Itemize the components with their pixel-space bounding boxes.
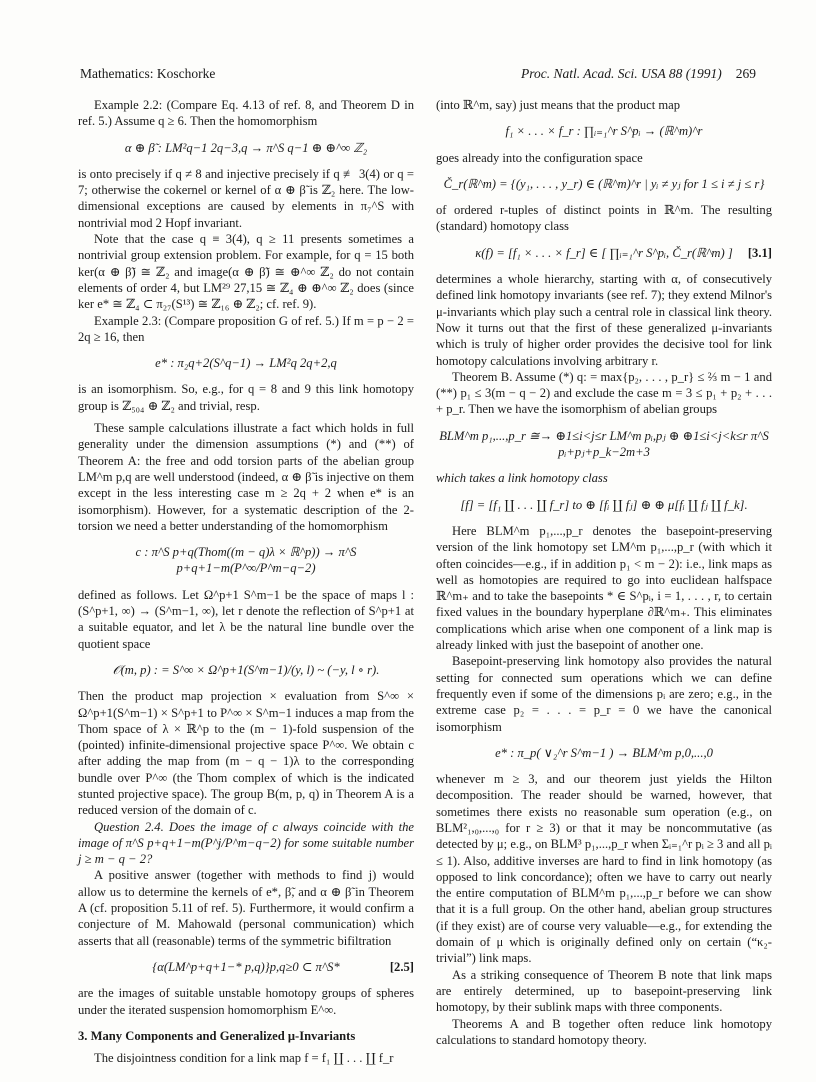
equation: e* : π_p( ∨₂^r S^m−1 ) → BLM^m p,0,...,0: [495, 745, 713, 760]
left-column: [78, 97, 414, 1066]
equation: α ⊕ β̃ : LM²q−1 2q−3,q → π^S q−1 ⊕ ⊕^∞ ℤ₂: [124, 140, 368, 155]
paragraph: A positive answer (together with methods to find j) would allow us to determine the kernels of e*, β̃, and α ⊕ β̃ in Theorem A (cf. proposition 5.11 of ref. 5). Furthermore, it would confirm a conjecture of M. Mahowald (personal communication) which asserts that all (reasonable) terms of the symmetric bifiltration: [78, 868, 414, 948]
paragraph: Example 2.3: (Compare proposition G of ref. 5.) If m = p − 2 = 2q ≥ 16, then: [78, 313, 414, 344]
paragraph: Basepoint-preserving link homotopy also provides the natural setting for connected sum operations which we can define frequently even if some of the dimensions pᵢ are zero; e.g., in the extreme case p₂ = . . . = p_r = 0 we have the canonical isomorphism: [436, 654, 772, 734]
theorem-b: Theorem B. Assume (*) q: = max{p₂, . . . , p_r} ≤ ⅔ m − 1 and (**) p₁ ≤ 3(m − q − 2) and exclude the case m = 3 ≤ p₁ + p₂ + . . . + p_r. Then we have the isomorphism of abelian groups: [436, 369, 772, 417]
equation: Č_r(ℝ^m) = {(y₁, . . . , y_r) ∈ (ℝ^m)^r | yᵢ ≠ yⱼ for 1 ≤ i ≠ j ≤ r}: [443, 176, 765, 191]
paragraph: is an isomorphism. So, e.g., for q = 8 and 9 this link homotopy group is ℤ₅₀₄ ⊕ ℤ₂ and trivial, resp.: [78, 382, 414, 413]
section-heading: 3. Many Components and Generalized μ-Invariants: [78, 1028, 356, 1043]
paragraph: are the images of suitable unstable homotopy groups of spheres under the iterated suspension homomorphism E^∞.: [78, 986, 414, 1017]
paragraph: goes already into the configuration space: [436, 150, 643, 165]
paragraph: Note that the case q ≡ 3(4), q ≥ 11 presents sometimes a nontrivial group extension problem. For example, for q = 15 both ker(α ⊕ β̃) ≅ ℤ₂ and image(α ⊕ β̃) ≅ ⊕^∞ ℤ₂ do not contain elements of order 4, but LM²⁹ 27,15 ≅ ℤ₄ ⊕ ⊕^∞ ℤ₂ does (since ker e* ≅ ℤ₄ ⊂ π₂₇(S¹³) ≅ ℤ₁₆ ⊕ ℤ₂; cf. ref. 9).: [78, 232, 414, 312]
paragraph: These sample calculations illustrate a fact which holds in full generality under the dimension assumptions (*) and (**) of Theorem A: the free and odd torsion parts of the abelian group LM^m p,q are well understood (indeed, α ⊕ β̃ is injective on them except in the less interesting case m ≥ 2q + 2 when e* is an isomorphism). However, for a systematic description of the 2-torsion we need a better understanding of the homomorphism: [78, 421, 414, 533]
paragraph: Theorems A and B together often reduce link homotopy calculations to standard homotopy theory.: [436, 1016, 772, 1047]
equation-tag: [2.5]: [389, 959, 414, 974]
paragraph: whenever m ≥ 3, and our theorem just yields the Hilton decomposition. The reader should be warned, however, that sometimes there exists no reasonable sum operation (e.g., on BLM²₁,₀,...,₀ for r ≥ 3) or that it may be noncommutative (as detected by μ; e.g., on BLM³ p₁,...,p_r when Σᵢ₌₁^r pᵢ ≥ 3 and all pᵢ ≤ 1). Also, additive inverses are hard to find in link homotopy (as opposed to link concordance); often we have to carry out nearly the entire computation of BLM^m p₁,...,p_r before we can show that it is a full group. On the other hand, abelian group structures (if they exist) are of course very valuable—e.g., for extending the domain of μ which is originally defined only on certain (“κ₂-trivial”) link maps.: [436, 772, 772, 966]
equation-body: κ(f) = [f₁ × . . . × f_r] ∈ [ ∏ᵢ₌₁^r S^pᵢ, Č_r(ℝ^m) ]: [475, 245, 733, 260]
equation: f₁ × . . . × f_r : ∏ᵢ₌₁^r S^pᵢ → (ℝ^m)^r: [505, 124, 703, 139]
right-column: [436, 97, 772, 1048]
equation: [f] = [f₁ ∐ . . . ∐ f_r] to ⊕ [fᵢ ∐ fⱼ] ⊕ ⊕ μ[fᵢ ∐ fⱼ ∐ f_k].: [460, 497, 748, 512]
question: Question 2.4. Does the image of c always coincide with the image of π^S p+q+1−m(P^j/P^m−q−2) for some suitable number j ≥ m − q − 2?: [78, 819, 414, 867]
page-number: 269: [735, 66, 756, 81]
page-header: [80, 66, 756, 86]
paragraph: determines a whole hierarchy, starting with α, of consecutively defined link homotopy invariants (see ref. 7); they extend Milnor's μ-invariants which play such a central role in classical link theory. Now it turns out that the first of these generalized μ-invariants which is truly of higher order provides the decisive tool for link homotopy calculations involving arbitrary r.: [436, 272, 772, 368]
equation-2-5: [78, 959, 414, 975]
paragraph: As a striking consequence of Theorem B note that link maps are entirely determined, up to basepoint-preserving link homotopy, by their sublink maps with three components.: [436, 967, 772, 1015]
equation: 𝒪(m, p) : = S^∞ × Ω^p+1(S^m−1)/(y, l) ~ (−y, l ∘ r).: [112, 662, 380, 677]
running-head-left: Mathematics: Koschorke: [80, 66, 216, 81]
paragraph: is onto precisely if q ≠ 8 and injective precisely if q ≢ 3(4) or q = 7; otherwise the cokernel or kernel of α ⊕ β̃ is ℤ₂ here. The low-dimensional exceptions are caused by elements in π₇^S with nontrivial mod 2 Hopf invariant.: [78, 166, 414, 230]
paragraph: Here BLM^m p₁,...,p_r denotes the basepoint-preserving version of the link homotopy set LM^m p₁,...,p_r (with which it often coincides—e.g., if in addition p₁ < m − 2): i.e., link maps as well as homotopies are required to go into euclidean halfspace ℝ^m₊ and to take the basepoints * ∈ S^pᵢ, i = 1, . . . , r, to certain fixed values in the boundary hyperplane ∂ℝ^m₊. This eliminates complications which arise when one component of a link map is already linked with just the basepoint of another one.: [436, 523, 772, 653]
equation-3-1: [436, 245, 772, 261]
paragraph: defined as follows. Let Ω^p+1 S^m−1 be the space of maps l : (S^p+1, ∞) → (S^m−1, ∞), let r denote the reflection of S^p+1 at a suitable equator, and let λ be the natural line bundle over the quotient space: [78, 587, 414, 651]
paragraph: which takes a link homotopy class: [436, 471, 608, 486]
running-head-right: [521, 66, 756, 82]
paragraph: Then the product map projection × evaluation from S^∞ × Ω^p+1(S^m−1) × S^p+1 to P^∞ × S^m−1 induces a map from the Thom space of λ × ℝ^p to the (m − 1)-fold suspension of the (pointed) infinite-dimensional projective space P^∞. We obtain c after adding the map from (m − q − 1)λ to the corresponding bundle over P^∞ (the Thom complex of which is the indicated stunted projective space). The group B(m, p, q) in Theorem A is a reduced version of the domain of c.: [78, 689, 414, 818]
equation: BLM^m p₁,...,p_r ≅→ ⊕1≤i<j≤r LM^m pᵢ,pⱼ ⊕ ⊕1≤i<j<k≤r π^S pᵢ+pⱼ+p_k−2m+3: [439, 428, 769, 460]
paragraph: of ordered r-tuples of distinct points in ℝ^m. The resulting (standard) homotopy class: [436, 203, 772, 234]
paragraph: The disjointness condition for a link map f = f₁ ∐ . . . ∐ f_r: [94, 1051, 394, 1066]
equation-tag: [3.1]: [747, 245, 772, 260]
paragraph: Example 2.2: (Compare Eq. 4.13 of ref. 8, and Theorem D in ref. 5.) Assume q ≥ 6. Then the homomorphism: [78, 98, 414, 129]
equation-body: {α(LM^p+q+1−* p,q)}p,q≥0 ⊂ π^S*: [152, 959, 340, 974]
equation: c : π^S p+q(Thom((m − q)λ × ℝ^p)) → π^S p+q+1−m(P^∞/P^m−q−2): [135, 545, 357, 576]
paragraph: (into ℝ^m, say) just means that the product map: [436, 98, 681, 112]
equation: e* : π₂q+2(S^q−1) → LM²q 2q+2,q: [155, 356, 337, 371]
journal-citation: Proc. Natl. Acad. Sci. USA 88 (1991): [521, 66, 722, 81]
